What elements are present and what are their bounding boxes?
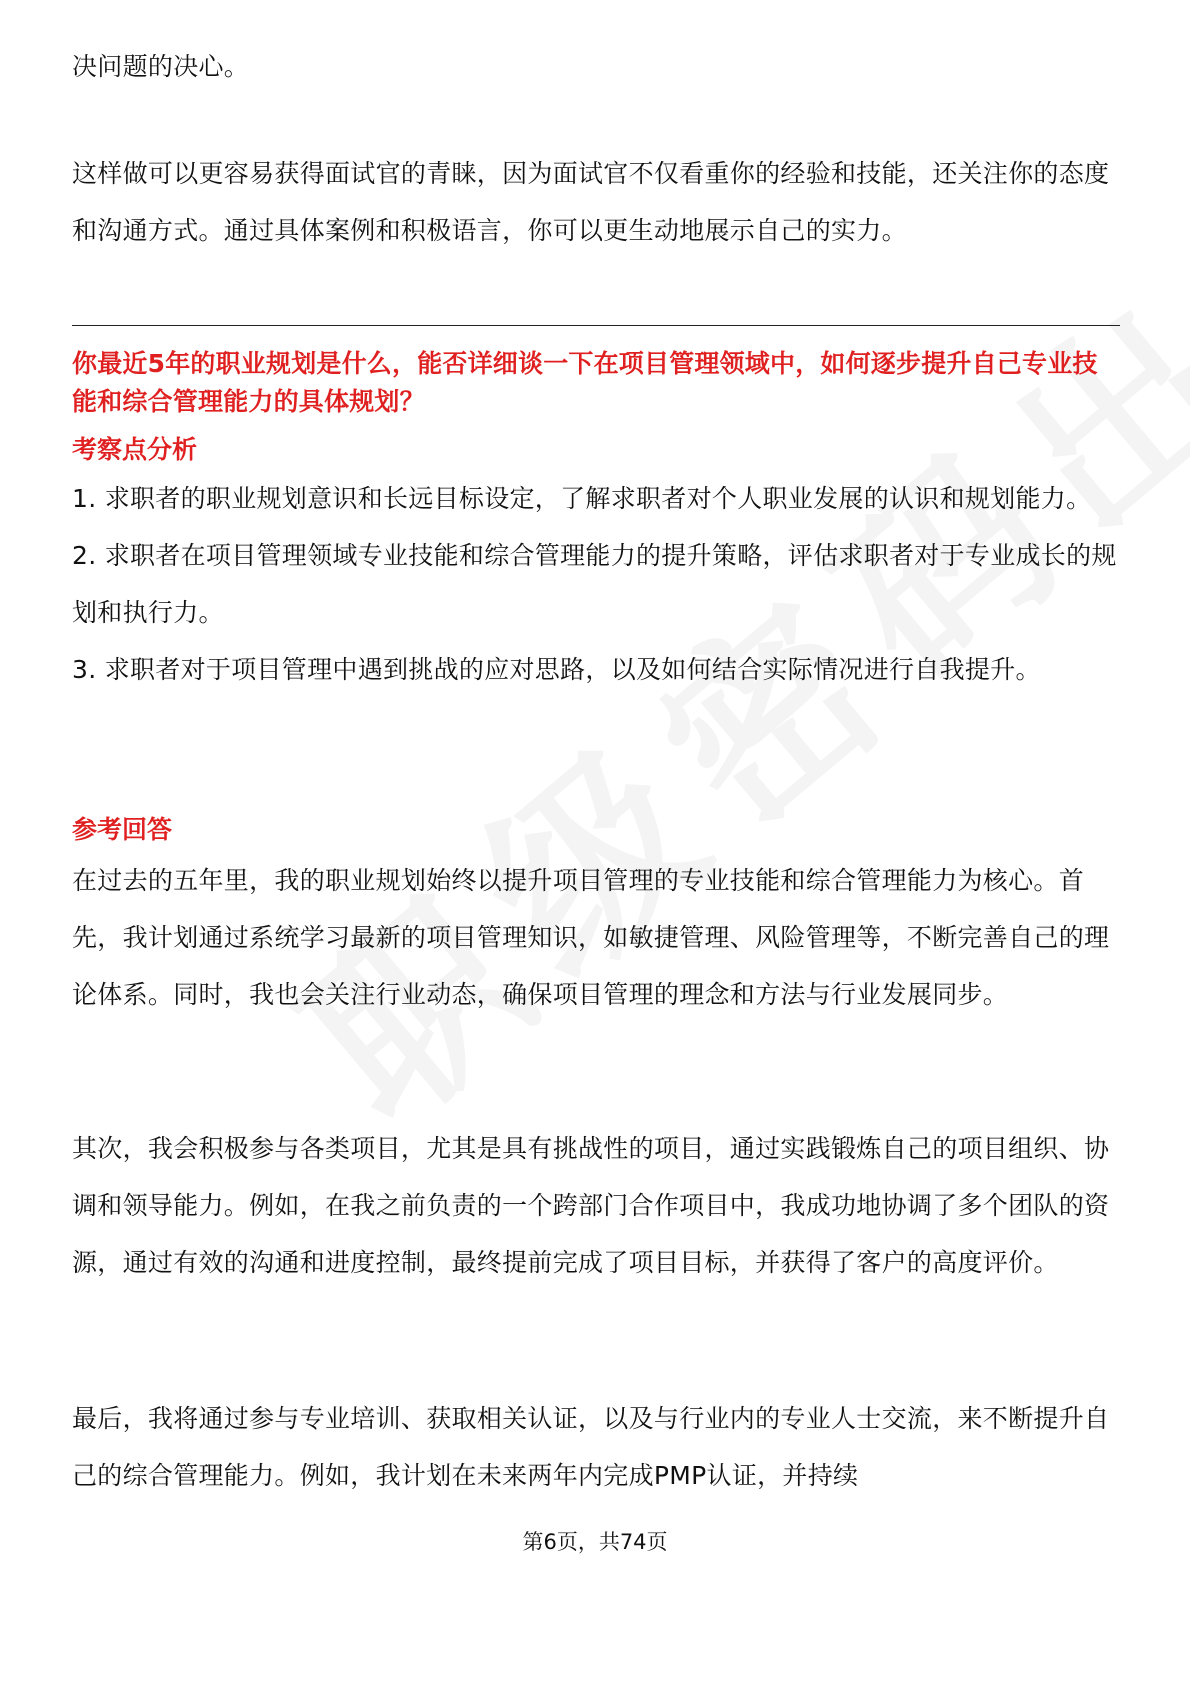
answer-paragraph-3-block (72, 1390, 1120, 1504)
answer-paragraph-1-block (72, 852, 1120, 1023)
intro-section (72, 38, 1120, 95)
analysis-item-2: 2. 求职者在项目管理领域专业技能和综合管理能力的提升策略，评估求职者对于专业成长的规划和执行力。 (72, 541, 1117, 627)
page-footer: 第6页，共74页 (522, 1530, 668, 1554)
intro-section-2 (72, 145, 1120, 259)
analysis-item-1: 1. 求职者的职业规划意识和长远目标设定，了解求职者对个人职业发展的认识和规划能力。 (72, 484, 1092, 513)
answer-heading-block (72, 810, 1120, 850)
answer-paragraph-2: 其次，我会积极参与各类项目，尤其是具有挑战性的项目，通过实践锻炼自己的项目组织、协调和领导能力。例如，在我之前负责的一个跨部门合作项目中，我成功地协调了多个团队的资源，通过有效的沟通和进度控制，最终提前完成了项目目标，并获得了客户的高度评价。 (72, 1134, 1110, 1277)
question-title: 你最近5年的职业规划是什么，能否详细谈一下在项目管理领域中，如何逐步提升自己专业技能和综合管理能力的具体规划？ (72, 349, 1098, 416)
question-block (72, 345, 1120, 421)
analysis-item-3: 3. 求职者对于项目管理中遇到挑战的应对思路，以及如何结合实际情况进行自我提升。 (72, 655, 1041, 684)
section-divider (72, 325, 1120, 326)
analysis-list (72, 470, 1120, 698)
intro-paragraph-2: 这样做可以更容易获得面试官的青睐，因为面试官不仅看重你的经验和技能，还关注你的态度和沟通方式。通过具体案例和积极语言，你可以更生动地展示自己的实力。 (72, 159, 1110, 245)
answer-paragraph-3: 最后，我将通过参与专业培训、获取相关认证，以及与行业内的专业人士交流，来不断提升自己的综合管理能力。例如，我计划在未来两年内完成PMP认证，并持续 (72, 1404, 1110, 1490)
intro-paragraph-1: 决问题的决心。 (72, 52, 250, 81)
answer-paragraph-2-block (72, 1120, 1120, 1291)
analysis-heading: 考察点分析 (72, 435, 198, 464)
analysis-heading-block (72, 430, 1120, 470)
answer-paragraph-1: 在过去的五年里，我的职业规划始终以提升项目管理的专业技能和综合管理能力为核心。首先，我计划通过系统学习最新的项目管理知识，如敏捷管理、风险管理等，不断完善自己的理论体系。同时，我也会关注行业动态，确保项目管理的理念和方法与行业发展同步。 (72, 866, 1110, 1009)
answer-heading: 参考回答 (72, 815, 173, 844)
